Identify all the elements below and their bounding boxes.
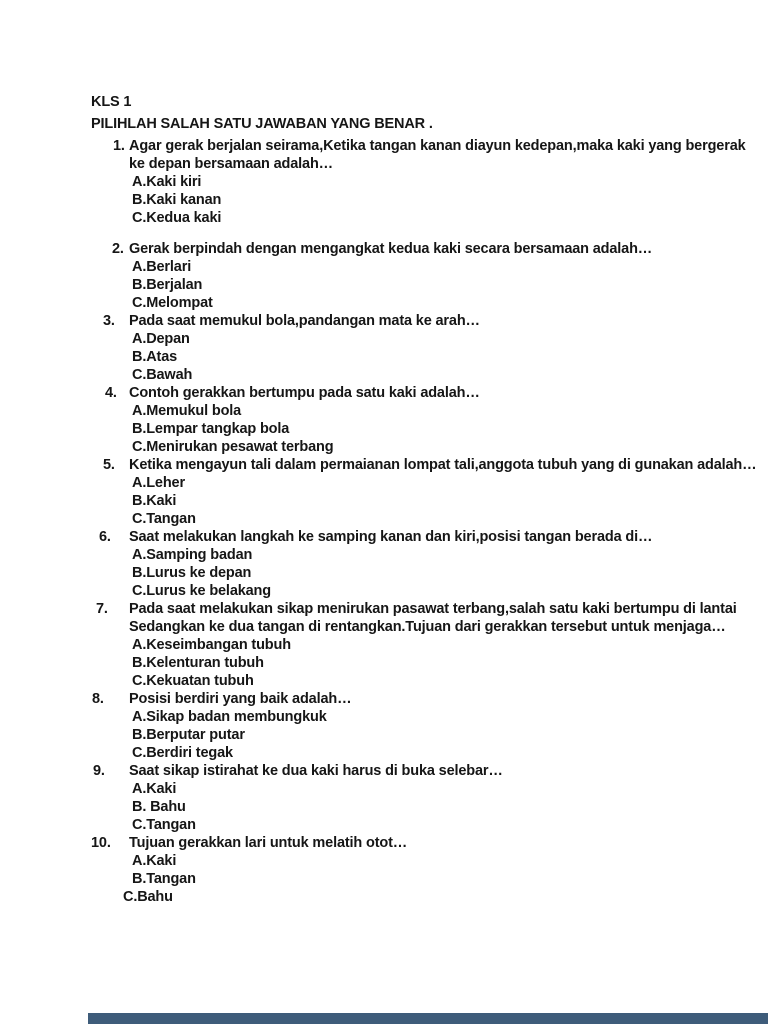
question-number: 9. [93, 763, 105, 779]
option-item: B.Lempar tangkap bola [132, 421, 290, 437]
question-item [0, 762, 768, 834]
option-item: B.Tangan [132, 871, 196, 887]
question-item [0, 384, 768, 456]
option-item: B.Berputar putar [132, 727, 245, 743]
question-text: Saat sikap istirahat ke dua kaki harus di buka selebar… [129, 763, 503, 779]
question-number: 2. [112, 241, 124, 257]
option-item: A.Berlari [132, 259, 192, 275]
question-text: Agar gerak berjalan seirama,Ketika tangan kanan diayun kedepan,maka kaki yang bergerak [129, 138, 746, 154]
option-item: C.Tangan [132, 817, 196, 833]
question-number: 1. [113, 138, 125, 154]
question-item [0, 312, 768, 384]
option-item: C.Kekuatan tubuh [132, 673, 254, 689]
question-text: Pada saat memukul bola,pandangan mata ke arah… [129, 313, 480, 329]
option-item: A.Sikap badan membungkuk [132, 709, 327, 725]
question-item [0, 600, 768, 690]
option-item: A.Kaki [132, 781, 177, 797]
option-item: A.Kaki [132, 853, 177, 869]
option-item: A.Kaki kiri [132, 174, 202, 190]
instruction-line: PILIHLAH SALAH SATU JAWABAN YANG BENAR . [91, 115, 433, 132]
option-item: B.Atas [132, 349, 178, 365]
question-text: Gerak berpindah dengan mengangkat kedua kaki secara bersamaan adalah… [129, 241, 653, 257]
question-number: 10. [91, 835, 111, 851]
option-item: B.Kelenturan tubuh [132, 655, 264, 671]
option-item: B.Berjalan [132, 277, 203, 293]
question-item [0, 137, 768, 227]
option-item: B.Kaki [132, 493, 177, 509]
question-item [0, 456, 768, 528]
option-item: A.Memukul bola [132, 403, 242, 419]
option-item: C.Bahu [123, 889, 173, 905]
question-number: 6. [99, 529, 111, 545]
option-item: C.Melompat [132, 295, 213, 311]
option-item: B.Lurus ke depan [132, 565, 252, 581]
option-item: C.Kedua kaki [132, 210, 222, 226]
question-text: Sedangkan ke dua tangan di rentangkan.Tujuan dari gerakkan tersebut untuk menjaga… [129, 619, 726, 635]
option-item: C.Bawah [132, 367, 193, 383]
option-item: A.Keseimbangan tubuh [132, 637, 291, 653]
option-item: A.Depan [132, 331, 190, 347]
questions-list [0, 137, 768, 906]
option-item: B. Bahu [132, 799, 186, 815]
question-text: ke depan bersamaan adalah… [129, 156, 334, 172]
document-body [0, 92, 768, 906]
question-text: Pada saat melakukan sikap menirukan pasawat terbang,salah satu kaki bertumpu di lantai [129, 601, 737, 617]
option-item: B.Kaki kanan [132, 192, 222, 208]
question-text: Posisi berdiri yang baik adalah… [129, 691, 352, 707]
question-text: Ketika mengayun tali dalam permaianan lompat tali,anggota tubuh yang di gunakan adalah… [129, 457, 757, 473]
question-item [0, 528, 768, 600]
question-text: Tujuan gerakkan lari untuk melatih otot… [129, 835, 408, 851]
option-item: C.Lurus ke belakang [132, 583, 271, 599]
option-item: A.Samping badan [132, 547, 253, 563]
option-item: C.Tangan [132, 511, 196, 527]
option-item: A.Leher [132, 475, 185, 491]
option-item: C.Berdiri tegak [132, 745, 233, 761]
question-number: 8. [92, 691, 104, 707]
question-number: 3. [103, 313, 115, 329]
question-number: 5. [103, 457, 115, 473]
page-separator-bar [88, 1013, 768, 1024]
question-text: Contoh gerakkan bertumpu pada satu kaki adalah… [129, 385, 480, 401]
question-item [0, 690, 768, 762]
option-item: C.Menirukan pesawat terbang [132, 439, 334, 455]
question-item [0, 834, 768, 906]
question-number: 4. [105, 385, 117, 401]
question-number: 7. [96, 601, 108, 617]
class-label: KLS 1 [91, 94, 132, 110]
question-item [0, 240, 768, 312]
question-text: Saat melakukan langkah ke samping kanan dan kiri,posisi tangan berada di… [129, 529, 653, 545]
